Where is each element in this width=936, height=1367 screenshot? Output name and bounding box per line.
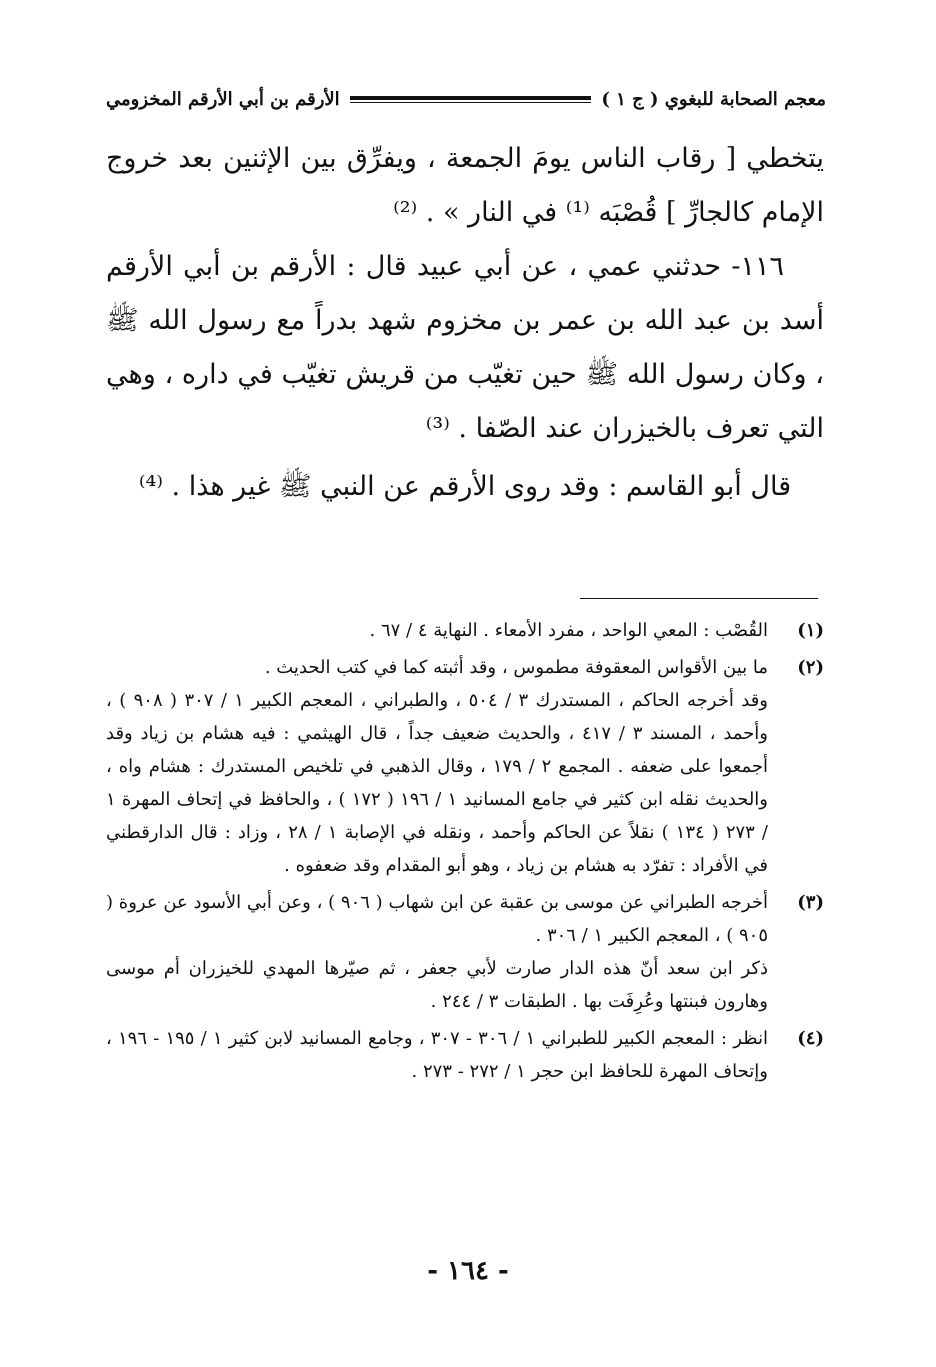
footnote-text: انظر : المعجم الكبير للطبراني ١ / ٣٠٦ - ٣٠٧ ، وجامع المسانيد لابن كثير ١ / ١٩٥ - ١٩٦ ، وإتحاف المهرة للحافظ ابن حجر ١ / ٢٧٢ - ٢٧٣ . bbox=[106, 1028, 768, 1082]
paragraph-continuation: يتخطي [ رقاب الناس يومَ الجمعة ، ويفرِّق بين الإثنين بعد خروج الإمام كالجارِّ ] قُصْبَه ⁽¹⁾ في النار » . ⁽²⁾ bbox=[106, 143, 824, 228]
footnote-text: القُصْب : المعي الواحد ، مفرد الأمعاء . النهاية ٤ / ٦٧ . bbox=[369, 620, 768, 641]
footnote-text: ذكر ابن سعد أنّ هذه الدار صارت لأبي جعفر ، ثم صيّرها المهدي للخيزران أم موسى وهارون فبنتها وعُرِفَت بها . الطبقات ٣ / ٢٤٤ . bbox=[106, 958, 768, 1012]
footnote-number: (٣) bbox=[797, 892, 824, 913]
header-book-title: معجم الصحابة للبغوي ( ج ١ ) bbox=[601, 88, 826, 110]
footnote-number: (١) bbox=[797, 620, 824, 641]
footnote-number: (٢) bbox=[797, 657, 824, 678]
footnote-text: ما بين الأقواس المعقوفة مطموس ، وقد أثبته كما في كتب الحديث . bbox=[264, 657, 768, 678]
page-number: - ١٦٤ - bbox=[427, 1256, 509, 1286]
footnote-1 bbox=[106, 614, 824, 647]
footnote-3 bbox=[106, 886, 824, 1018]
footnote-number: (٤) bbox=[797, 1028, 824, 1049]
footnotes bbox=[106, 614, 824, 1092]
footnote-4 bbox=[106, 1022, 824, 1088]
main-text bbox=[106, 132, 824, 514]
footnote-separator bbox=[580, 598, 818, 599]
paragraph-116: ١١٦- حدثني عمي ، عن أبي عبيد قال : الأرقم بن أبي الأرقم أسد بن عبد الله بن عمر بن مخزوم شهد بدراً مع رسول الله ﷺ ، وكان رسول الله ﷺ حين تغيّب من قريش تغيّب في داره ، وهي التي تعرف بالخيزران عند الصّفا . ⁽³⁾ bbox=[106, 251, 824, 444]
footnote-2 bbox=[106, 651, 824, 882]
header-section-title: الأرقم بن أبي الأرقم المخزومي bbox=[106, 88, 340, 110]
footnote-text: وقد أخرجه الحاكم ، المستدرك ٣ / ٥٠٤ ، والطبراني ، المعجم الكبير ١ / ٣٠٧ ( ٩٠٨ ) ، وأحمد ، المسند ٣ / ٤١٧ ، والحديث ضعيف جداً ، قال الهيثمي : فيه هشام بن زياد وقد أجمعوا على ضعفه . المجمع ٢ / ١٧٩ ، وقال الذهبي في تلخيص المستدرك : هشام واه ، والحديث نقله ابن كثير في جامع المسانيد ١ / ١٩٦ ( ١٧٢ ) ، والحافظ في إتحاف المهرة ١ / ٢٧٣ ( ١٣٤ ) نقلاً عن الحاكم وأحمد ، ونقله في الإصابة ١ / ٢٨ ، وزاد : قال الدارقطني في الأفراد : تفرّد به هشام بن زياد ، وهو أبو المقدام وقد ضعفوه . bbox=[106, 690, 768, 876]
paragraph-abu-alqasim: قال أبو القاسم : وقد روى الأرقم عن النبي ﷺ غير هذا . ⁽⁴⁾ bbox=[138, 471, 792, 502]
running-header bbox=[106, 84, 826, 114]
header-rule bbox=[350, 96, 592, 103]
footnote-text: أخرجه الطبراني عن موسى بن عقبة عن ابن شهاب ( ٩٠٦ ) ، وعن أبي الأسود عن عروة ( ٩٠٥ ) ، المعجم الكبير ١ / ٣٠٦ . bbox=[106, 892, 768, 946]
